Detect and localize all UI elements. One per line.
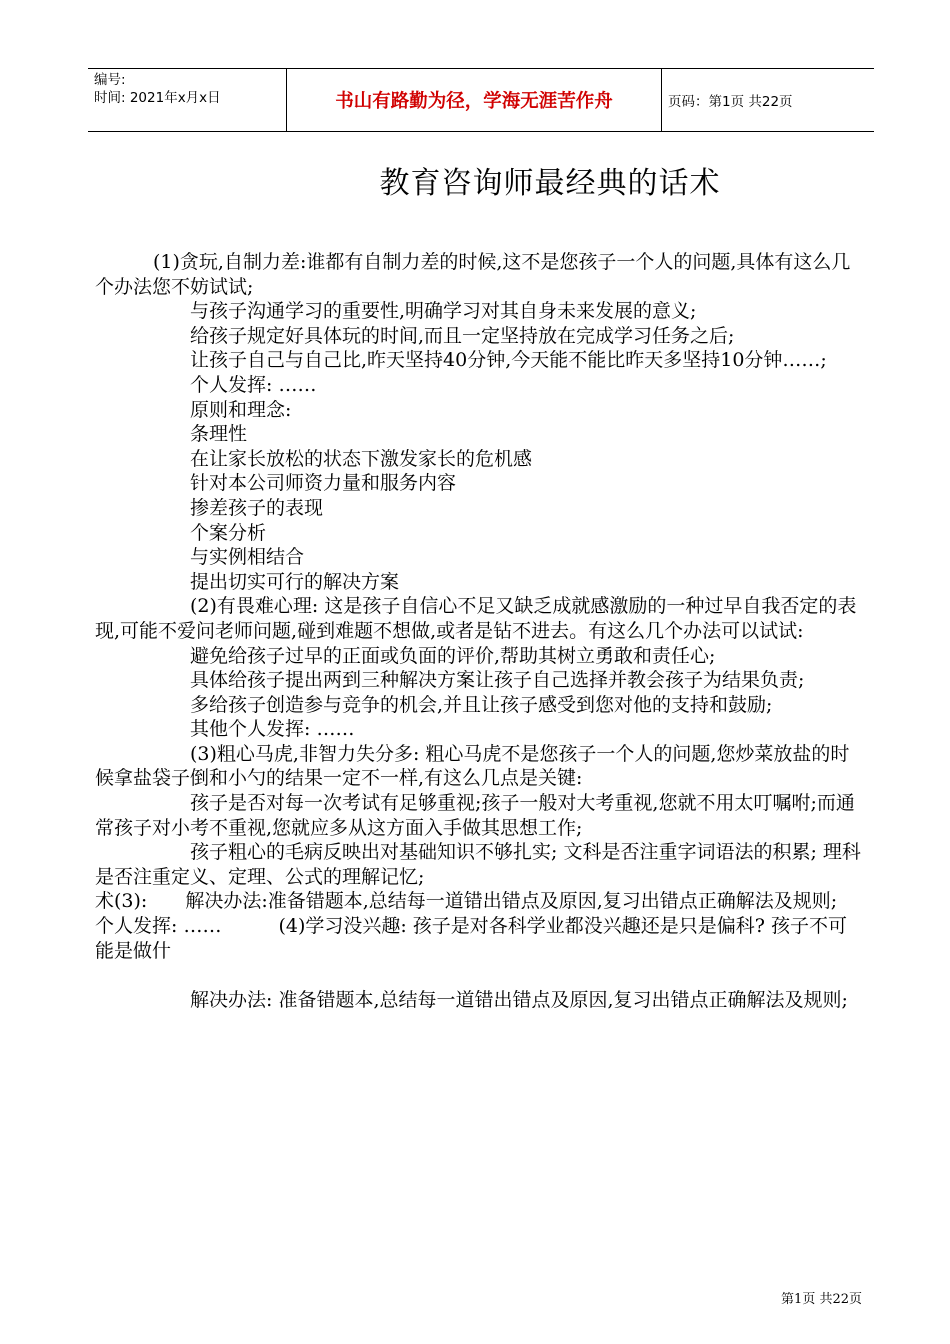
paragraph: 针对本公司师资力量和服务内容: [190, 472, 457, 495]
paragraph: 孩子粗心的毛病反映出对基础知识不够扎实; 文科是否注重字词语法的积累; 理科是否注重定义、定理、公式的理解记忆;: [95, 841, 861, 888]
header-meta: [88, 69, 286, 131]
paragraph: (3)粗心马虎,非智力失分多: 粗心马虎不是您孩子一个人的问题,您炒菜放盐的时候拿盐袋子倒和小勺的结果一定不一样,有这么几点是关键:: [95, 742, 850, 790]
paragraph: 避免给孩子过早的正面或负面的评价,帮助其树立勇敢和责任心;: [190, 644, 716, 667]
header-motto-cell: [286, 69, 662, 131]
paragraph: 让孩子自己与自己比,昨天坚持40分钟,今天能不能比昨天多坚持10分钟……;: [190, 349, 827, 372]
page-info: 页码：第1页 共22页: [668, 94, 793, 110]
code-label: 编号:: [94, 72, 126, 88]
paragraph: 个人发挥: ……: [190, 373, 317, 396]
paragraph: 术(3): 解决办法:准备错题本,总结每一道错出错点及原因,复习出错点正确解法及规则; 个人发挥: …… (4)学习没兴趣: 孩子是对各科学业都没兴趣还是只是偏科? 孩子不可能是做什: [95, 890, 895, 962]
paragraph: 解决办法: 准备错题本,总结每一道错出错点及原因,复习出错点正确解法及规则;: [190, 988, 848, 1011]
paragraph: (1)贪玩,自制力差:谁都有自制力差的时候,这不是您孩子一个人的问题,具体有这么几个办法您不妨试试;: [95, 251, 851, 298]
paragraph: 条理性: [190, 423, 248, 446]
document-title: 教育咨询师最经典的话术: [379, 166, 721, 201]
page-footer: 第1页 共22页: [781, 1292, 862, 1307]
paragraph: 与实例相结合: [190, 546, 305, 569]
paragraph: 掺差孩子的表现: [190, 496, 324, 519]
paragraph: 在让家长放松的状态下激发家长的危机感: [190, 447, 533, 470]
motto-text: 书山有路勤为径，学海无涯苦作舟: [335, 91, 613, 112]
document-body: [95, 250, 895, 1012]
time-label: 时间: 2021年x月x日: [94, 90, 221, 106]
paragraph: 其他个人发挥: ……: [190, 718, 355, 741]
paragraph: 与孩子沟通学习的重要性,明确学习对其自身未来发展的意义;: [190, 300, 697, 323]
paragraph: 具体给孩子提出两到三种解决方案让孩子自己选择并教会孩子为结果负责;: [190, 669, 805, 692]
paragraph: 孩子是否对每一次考试有足够重视;孩子一般对大考重视,您就不用太叮嘱咐;而通常孩子对小考不重视,您就应多从这方面入手做其思想工作;: [95, 792, 855, 839]
page-header: [88, 68, 874, 132]
paragraph: (2)有畏难心理: 这是孩子自信心不足又缺乏成就感激励的一种过早自我否定的表现,可能不爱问老师问题,碰到难题不想做,或者是钻不进去。有这么几个办法可以试试:: [95, 595, 857, 642]
paragraph: 提出切实可行的解决方案: [190, 570, 400, 593]
paragraph: 给孩子规定好具体玩的时间,而且一定坚持放在完成学习任务之后;: [190, 324, 735, 347]
blank-line: [95, 963, 865, 988]
paragraph: 个案分析: [190, 521, 267, 544]
paragraph: 多给孩子创造参与竞争的机会,并且让孩子感受到您对他的支持和鼓励;: [190, 693, 773, 716]
paragraph: 原则和理念:: [190, 398, 292, 421]
